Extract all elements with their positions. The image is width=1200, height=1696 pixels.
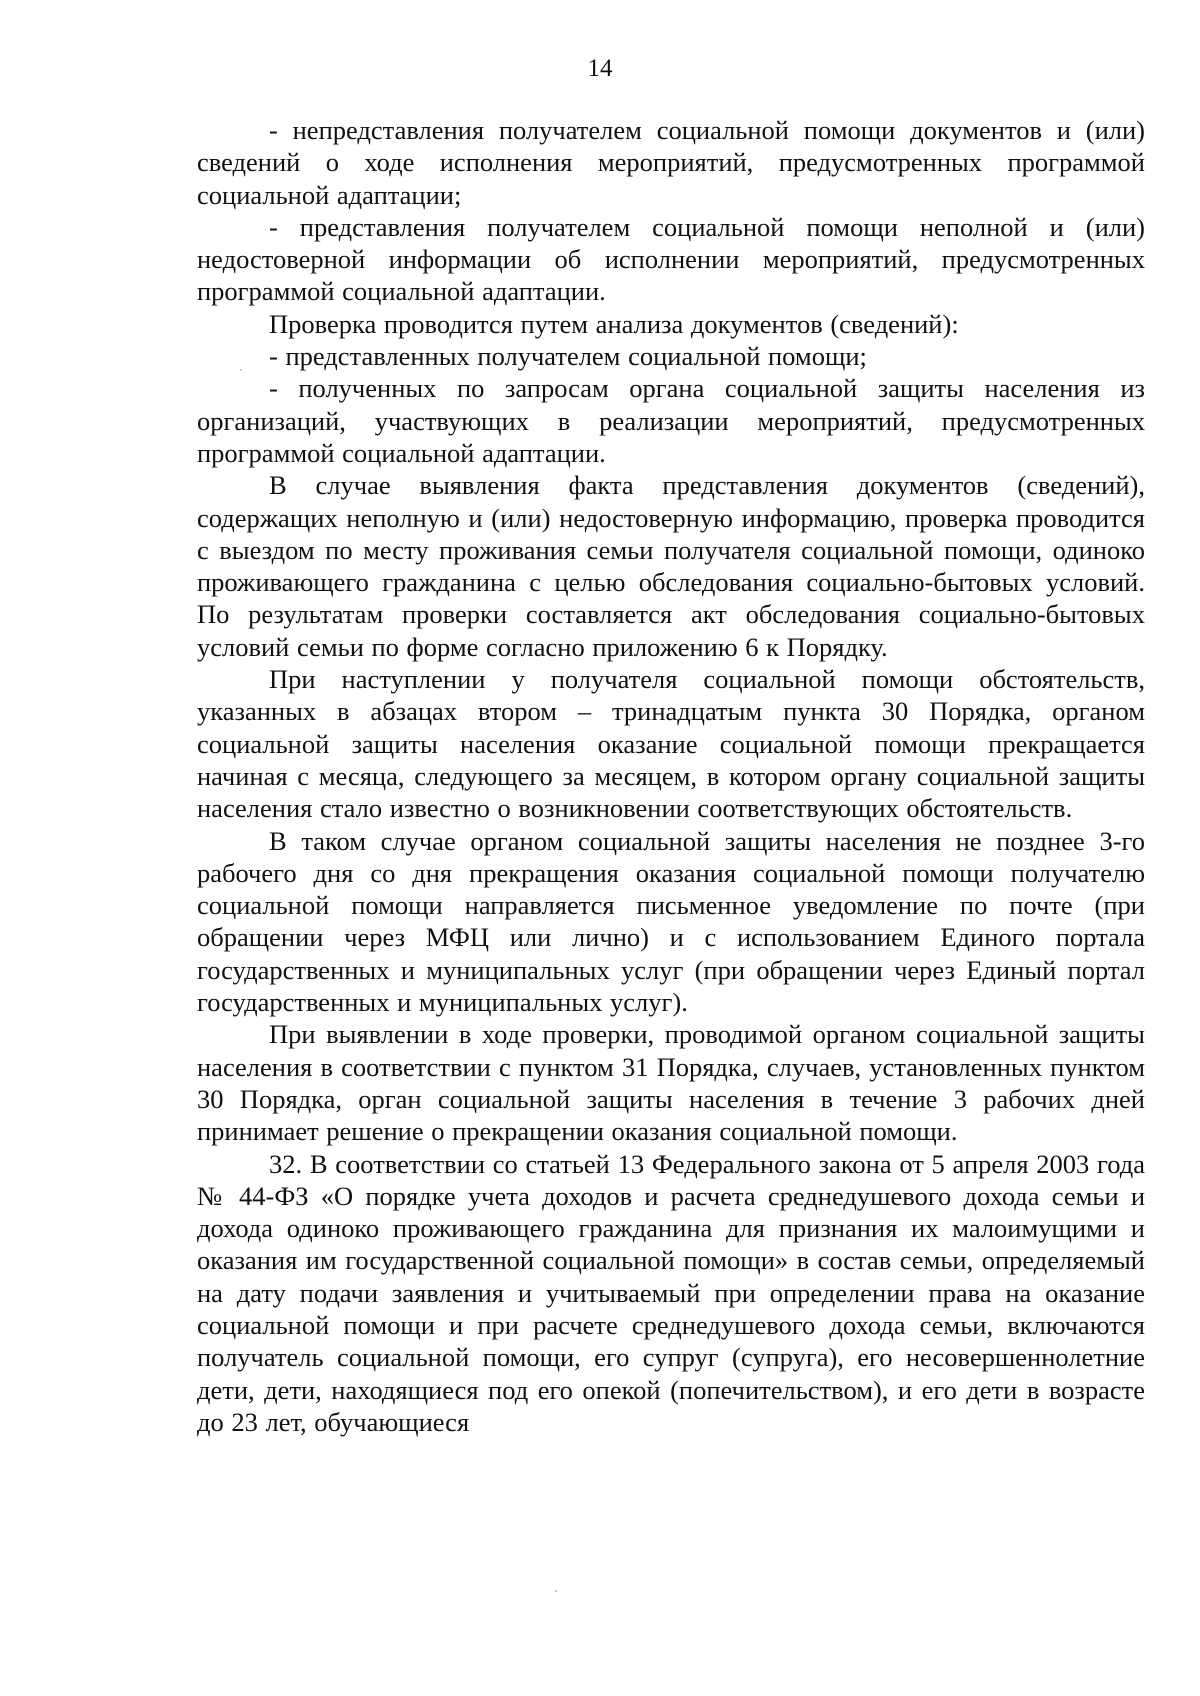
paragraph-notification: В таком случае органом социальной защиты населения не позднее 3-го рабочего дня со дня прекращения оказания социальной помощи получателю социальной помощи направляется письменное уведомление по почте (при обращении через МФЦ или лично) и с использованием Единого портала государственных и муниципальных услуг (при обращении через Единый портал государственных и муниципальных услуг). (197, 825, 1145, 1018)
paragraph-received-by-request: - полученных по запросам органа социальной защиты населения из организаций, участвующих в реализации мероприятий, предусмотренных программой социальной адаптации. (197, 373, 1145, 468)
paragraph-submitted-by-recipient: - представленных получателем социальной помощи; (269, 341, 867, 372)
paragraph-termination-circumstances: При наступлении у получателя социальной помощи обстоятельств, указанных в абзацах втором – тринадцатым пункта 30 Порядка, органом социальной защиты населения оказание социальной помощи прекращается начиная с месяца, следующего за месяцем, в котором органу социальной защиты населения стало известно о возникновении соответствующих обстоятельств. (197, 664, 1145, 824)
paragraph-incomplete-info: - представления получателем социальной помощи неполной и (или) недостоверной информации об исполнении мероприятий, предусмотренных программой социальной адаптации. (197, 211, 1145, 307)
paragraph-termination-decision: При выявлении в ходе проверки, проводимой органом социальной защиты населения в соответствии с пунктом 31 Порядка, случаев, установленных пунктом 30 Порядка, орган социальной защиты населения в течение 3 рабочих дней принимает решение о прекращении оказания социальной помощи. (197, 1019, 1145, 1147)
paragraph-onsite-inspection: В случае выявления факта представления документов (сведений), содержащих неполную и (или) недостоверную информацию, проверка проводится с выездом по месту проживания семьи получателя социальной помощи, одиноко проживающего гражданина с целью обследования социально-бытовых условий. По результатам проверки составляется акт обследования социально-бытовых условий семьи по форме согласно приложению 6 к Порядку. (197, 470, 1145, 662)
paragraph-verification-method: Проверка проводится путем анализа документов (сведений): (269, 308, 959, 339)
page-number: 14 (587, 55, 613, 82)
paragraph-non-submission: - непредставления получателем социальной помощи документов и (или) сведений о ходе исполнения мероприятий, предусмотренных программой социальной адаптации; (197, 115, 1145, 210)
scan-speck (555, 1590, 557, 1592)
document-body (197, 114, 1145, 1438)
paragraph-32-family-composition: 32. В соответствии со статьей 13 Федерального закона от 5 апреля 2003 года № 44-ФЗ «О порядке учета доходов и расчета среднедушевого дохода семьи и дохода одиноко проживающего гражданина для признания их малоимущими и оказания им государственной социальной помощи» в состав семьи, определяемый на дату подачи заявления и учитываемый при определении права на оказание социальной помощи и при расчете среднедушевого дохода семьи, включаются получатель социальной помощи, его супруг (супруга), его несовершеннолетние дети, дети, находящиеся под его опекой (попечительством), и его дети в возрасте до 23 лет, обучающиеся (197, 1148, 1145, 1437)
scan-speck (240, 369, 242, 371)
